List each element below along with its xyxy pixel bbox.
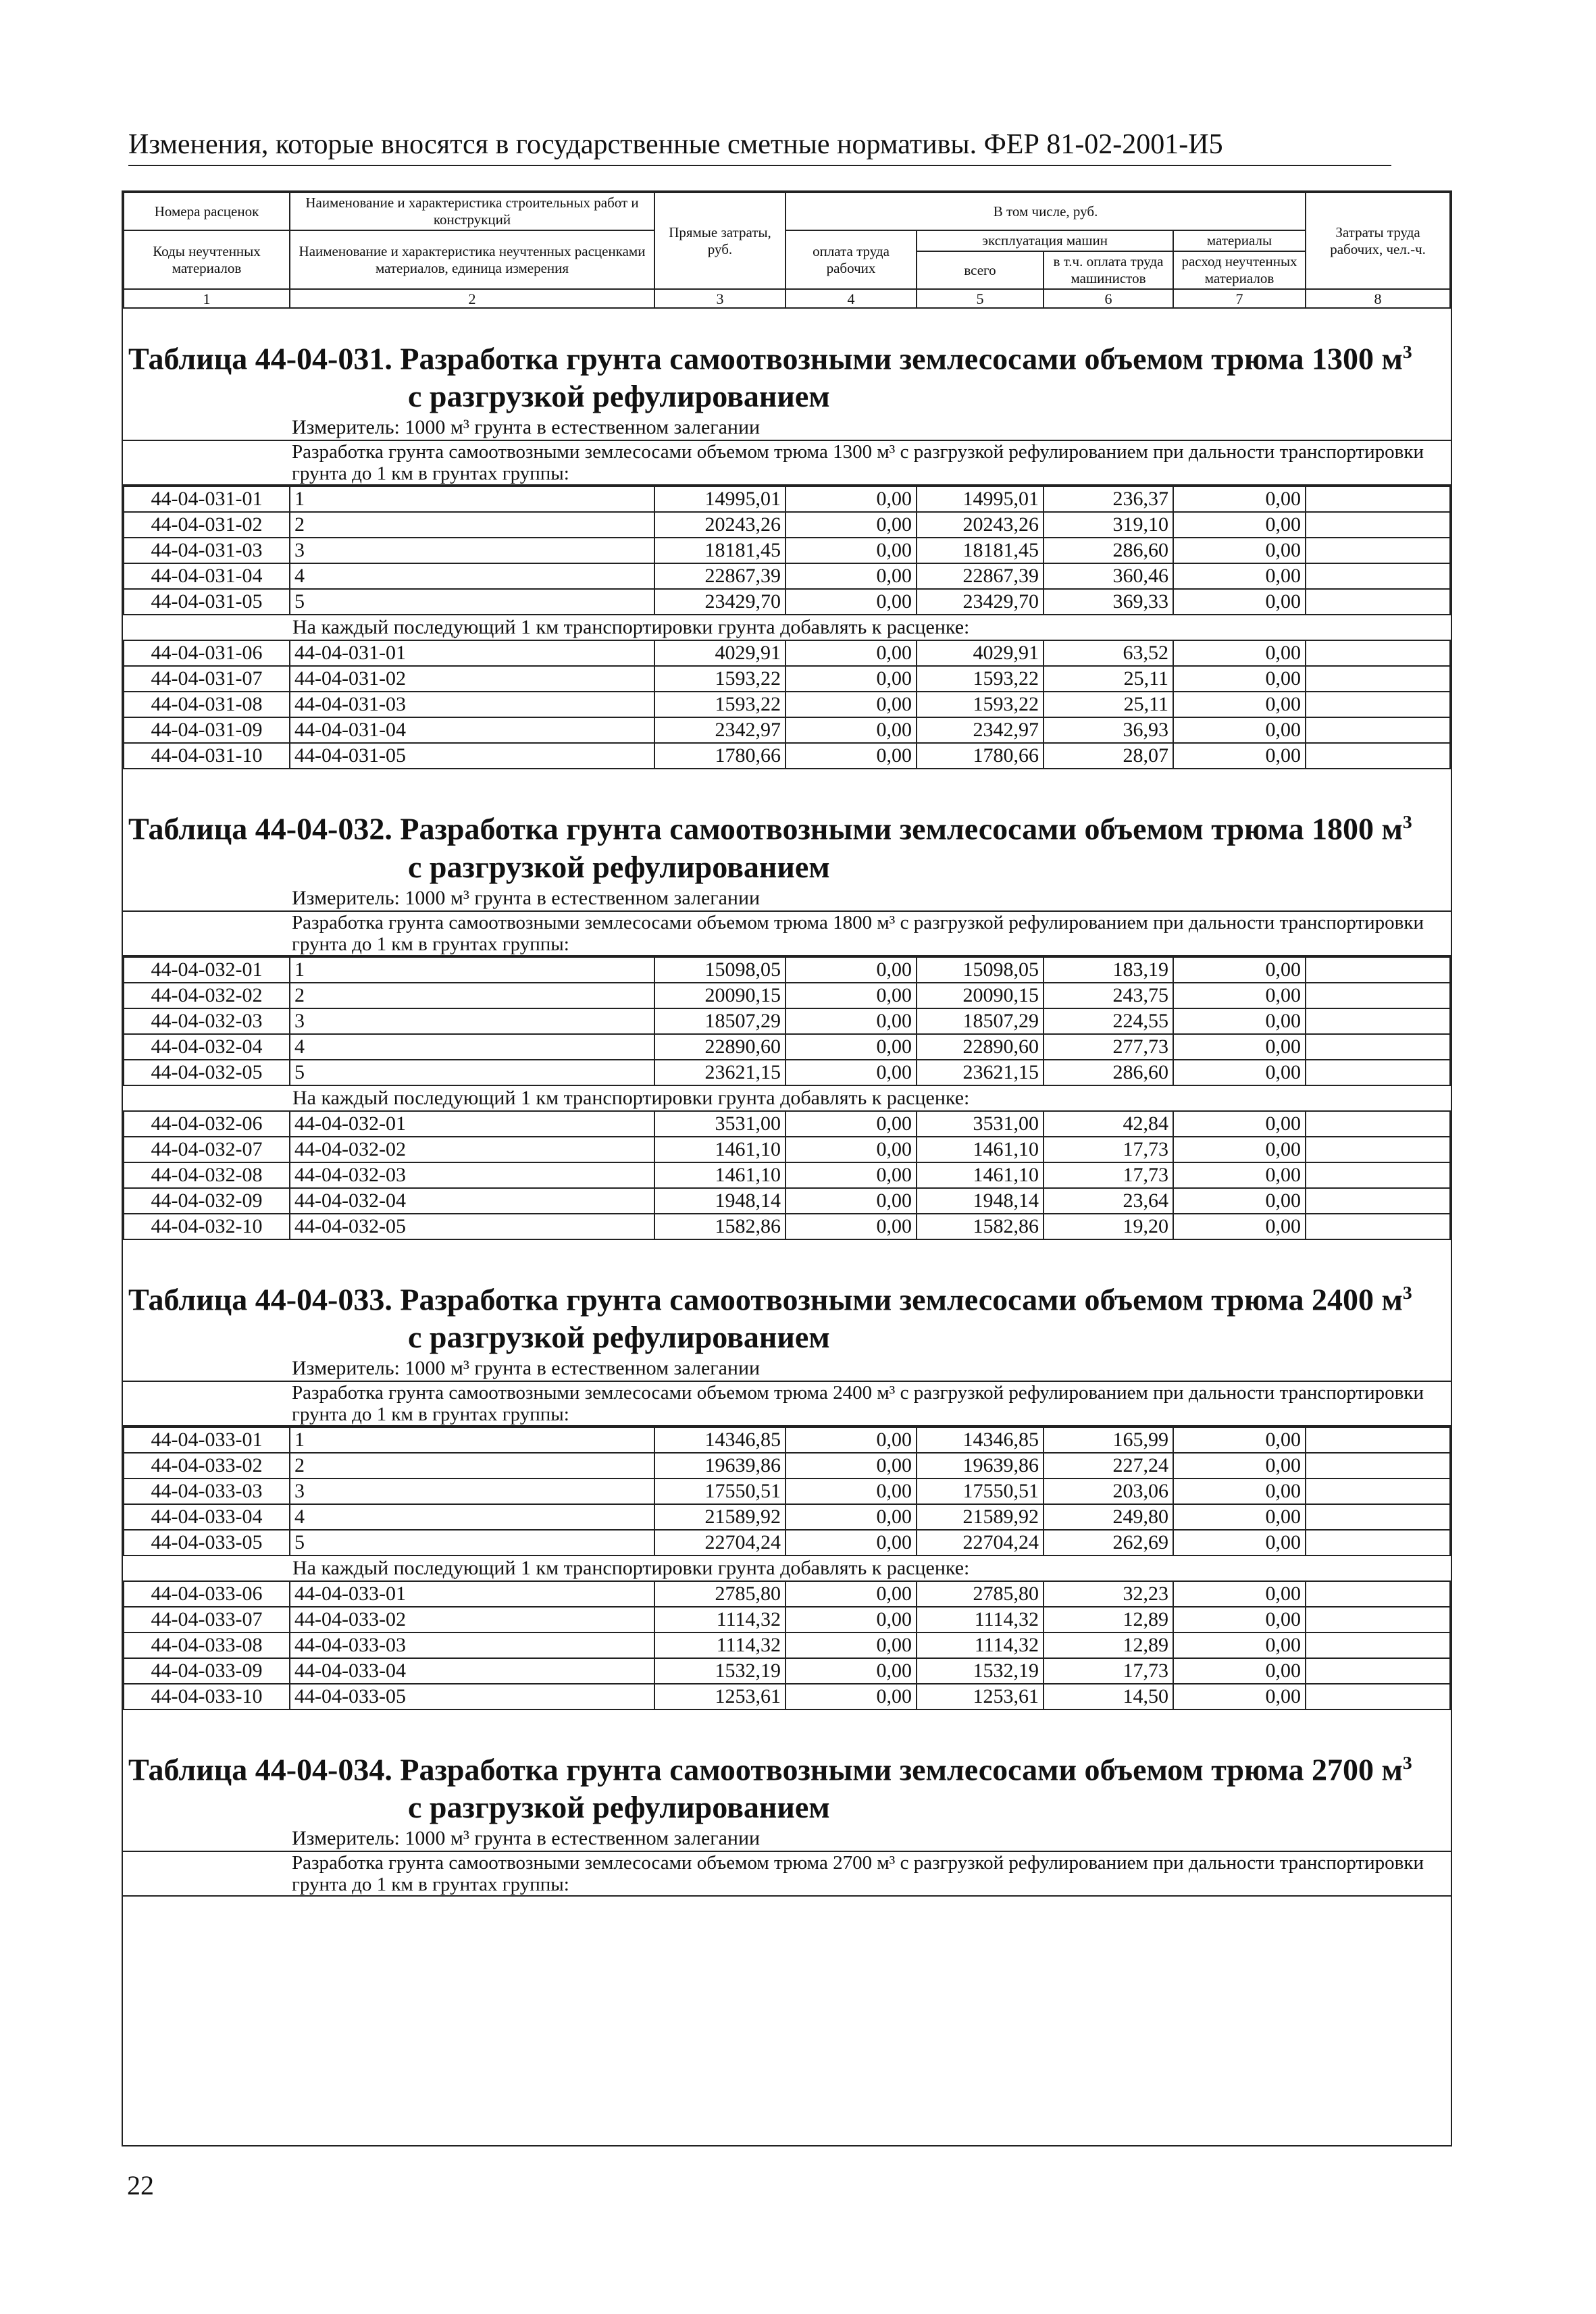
rates-table: [123, 1426, 1451, 1710]
col-labor-hours: Затраты труда рабочих, чел.-ч.: [1306, 192, 1450, 289]
measure-unit: Измеритель: 1000 м³ грунта в естественном залегании: [123, 1826, 1451, 1852]
table-title: Таблица 44-04-034. Разработка грунта самоотвозными землесосами объемом трюма 2700 $м^3$ с разгрузкой рефулированием: [128, 1751, 1412, 1825]
rates-table: [123, 486, 1451, 769]
additional-km-note: На каждый последующий 1 км транспортировки грунта добавлять к расценке:: [124, 1555, 1450, 1581]
table-row: 44-04-033-02 2 19639,86 0,00 19639,86 227,24 0,00: [124, 1453, 1450, 1479]
work-description: Разработка грунта самоотвозными землесосами объемом трюма 2700 м³ с разгрузкой рефулированием при дальности транспортировки грунта до 1 км в грунтах группы:: [123, 1852, 1451, 1897]
table-row: 44-04-031-09 44-04-031-04 2342,97 0,00 2342,97 36,93 0,00: [124, 717, 1450, 743]
table-row: 44-04-033-07 44-04-033-02 1114,32 0,00 1114,32 12,89 0,00: [124, 1607, 1450, 1632]
col-worker-pay: оплата труда рабочих: [786, 230, 917, 289]
col-materials-usage: расход неучтенных материалов: [1173, 251, 1306, 289]
col-direct-costs: Прямые затраты, руб.: [654, 192, 786, 289]
table-row: 44-04-033-04 4 21589,92 0,00 21589,92 249,80 0,00: [124, 1504, 1450, 1530]
table-row: 44-04-033-08 44-04-033-03 1114,32 0,00 1114,32 12,89 0,00: [124, 1632, 1450, 1658]
work-description: Разработка грунта самоотвозными землесосами объемом трюма 2400 м³ с разгрузкой рефулированием при дальности транспортировки грунта до 1 км в грунтах группы:: [123, 1382, 1451, 1426]
table-row: 44-04-031-05 5 23429,70 0,00 23429,70 369,33 0,00: [124, 589, 1450, 615]
table-blocks: [123, 333, 1451, 1897]
table-row: 44-04-033-01 1 14346,85 0,00 14346,85 165,99 0,00: [124, 1427, 1450, 1453]
table-row: 44-04-031-08 44-04-031-03 1593,22 0,00 1593,22 25,11 0,00: [124, 692, 1450, 717]
table-row: 44-04-032-03 3 18507,29 0,00 18507,29 224,55 0,00: [124, 1008, 1450, 1034]
column-header: [123, 192, 1451, 309]
work-description: Разработка грунта самоотвозными землесосами объемом трюма 1800 м³ с разгрузкой рефулированием при дальности транспортировки грунта до 1 км в грунтах группы:: [123, 912, 1451, 956]
measure-unit: Измеритель: 1000 м³ грунта в естественном залегании: [123, 1356, 1451, 1382]
table-title: Таблица 44-04-033. Разработка грунта самоотвозными землесосами объемом трюма 2400 $м^3$ с разгрузкой рефулированием: [128, 1281, 1412, 1354]
col-machines-total: всего: [917, 251, 1044, 289]
table-row: 44-04-031-03 3 18181,45 0,00 18181,45 286,60 0,00: [124, 538, 1450, 563]
table-row: 44-04-032-01 1 15098,05 0,00 15098,05 183,19 0,00: [124, 957, 1450, 983]
table-block: [123, 333, 1451, 769]
table-row: 44-04-033-03 3 17550,51 0,00 17550,51 203,06 0,00: [124, 1479, 1450, 1504]
table-row: 44-04-033-06 44-04-033-01 2785,80 0,00 2785,80 32,23 0,00: [124, 1581, 1450, 1607]
col-name-bottom: Наименование и характеристика неучтенных расценками материалов, единица измерения: [290, 230, 654, 289]
table-row: 44-04-031-06 44-04-031-01 4029,91 0,00 4029,91 63,52 0,00: [124, 640, 1450, 666]
col-group-materials: материалы: [1173, 230, 1306, 251]
table-title: Таблица 44-04-031. Разработка грунта самоотвозными землесосами объемом трюма 1300 $м^3$ с разгрузкой рефулированием: [128, 341, 1412, 414]
table-block: [123, 803, 1451, 1239]
table-row: 44-04-031-07 44-04-031-02 1593,22 0,00 1593,22 25,11 0,00: [124, 666, 1450, 692]
table-row: 44-04-032-10 44-04-032-05 1582,86 0,00 1582,86 19,20 0,00: [124, 1214, 1450, 1239]
page-header: Изменения, которые вносятся в государственные сметные нормативы. ФЕР 81-02-2001-И5: [128, 128, 1391, 166]
page-number: 22: [127, 2170, 154, 2201]
table-row: 44-04-033-10 44-04-033-05 1253,61 0,00 1253,61 14,50 0,00: [124, 1684, 1450, 1709]
column-numbers: 1 2 3 4 5 6 7 8: [124, 289, 1450, 308]
col-group-including: В том числе, руб.: [786, 192, 1306, 230]
table-row: 44-04-032-07 44-04-032-02 1461,10 0,00 1461,10 17,73 0,00: [124, 1137, 1450, 1162]
table-row: 44-04-032-08 44-04-032-03 1461,10 0,00 1461,10 17,73 0,00: [124, 1162, 1450, 1188]
additional-km-note: На каждый последующий 1 км транспортировки грунта добавлять к расценке:: [124, 1085, 1450, 1111]
table-block: [123, 1744, 1451, 1897]
col-machinist-pay: в т.ч. оплата труда машинистов: [1044, 251, 1173, 289]
table-block: [123, 1274, 1451, 1710]
table-row: 44-04-031-04 4 22867,39 0,00 22867,39 360,46 0,00: [124, 563, 1450, 589]
table-row: 44-04-033-09 44-04-033-04 1532,19 0,00 1532,19 17,73 0,00: [124, 1658, 1450, 1684]
table-row: 44-04-033-05 5 22704,24 0,00 22704,24 262,69 0,00: [124, 1530, 1450, 1555]
table-row: 44-04-032-06 44-04-032-01 3531,00 0,00 3531,00 42,84 0,00: [124, 1111, 1450, 1137]
col-codes-bottom: Коды неучтенных материалов: [124, 230, 290, 289]
table-row: 44-04-032-05 5 23621,15 0,00 23621,15 286,60 0,00: [124, 1060, 1450, 1085]
measure-unit: Измеритель: 1000 м³ грунта в естественном залегании: [123, 886, 1451, 912]
col-name-top: Наименование и характеристика строительных работ и конструкций: [290, 192, 654, 230]
col-codes-top: Номера расценок: [124, 192, 290, 230]
additional-km-note: На каждый последующий 1 км транспортировки грунта добавлять к расценке:: [124, 615, 1450, 640]
table-row: 44-04-032-04 4 22890,60 0,00 22890,60 277,73 0,00: [124, 1034, 1450, 1060]
table-row: 44-04-032-02 2 20090,15 0,00 20090,15 243,75 0,00: [124, 983, 1450, 1008]
table-row: 44-04-032-09 44-04-032-04 1948,14 0,00 1948,14 23,64 0,00: [124, 1188, 1450, 1214]
rates-table: [123, 956, 1451, 1240]
measure-unit: Измеритель: 1000 м³ грунта в естественном залегании: [123, 415, 1451, 441]
table-row: 44-04-031-10 44-04-031-05 1780,66 0,00 1780,66 28,07 0,00: [124, 743, 1450, 769]
table-title: Таблица 44-04-032. Разработка грунта самоотвозными землесосами объемом трюма 1800 $м^3$ с разгрузкой рефулированием: [128, 811, 1412, 884]
col-group-machines: эксплуатация машин: [917, 230, 1173, 251]
table-row: 44-04-031-02 2 20243,26 0,00 20243,26 319,10 0,00: [124, 512, 1450, 538]
main-table: [122, 190, 1452, 2146]
table-row: 44-04-031-01 1 14995,01 0,00 14995,01 236,37 0,00: [124, 486, 1450, 512]
work-description: Разработка грунта самоотвозными землесосами объемом трюма 1300 м³ с разгрузкой рефулированием при дальности транспортировки грунта до 1 км в грунтах группы:: [123, 441, 1451, 486]
